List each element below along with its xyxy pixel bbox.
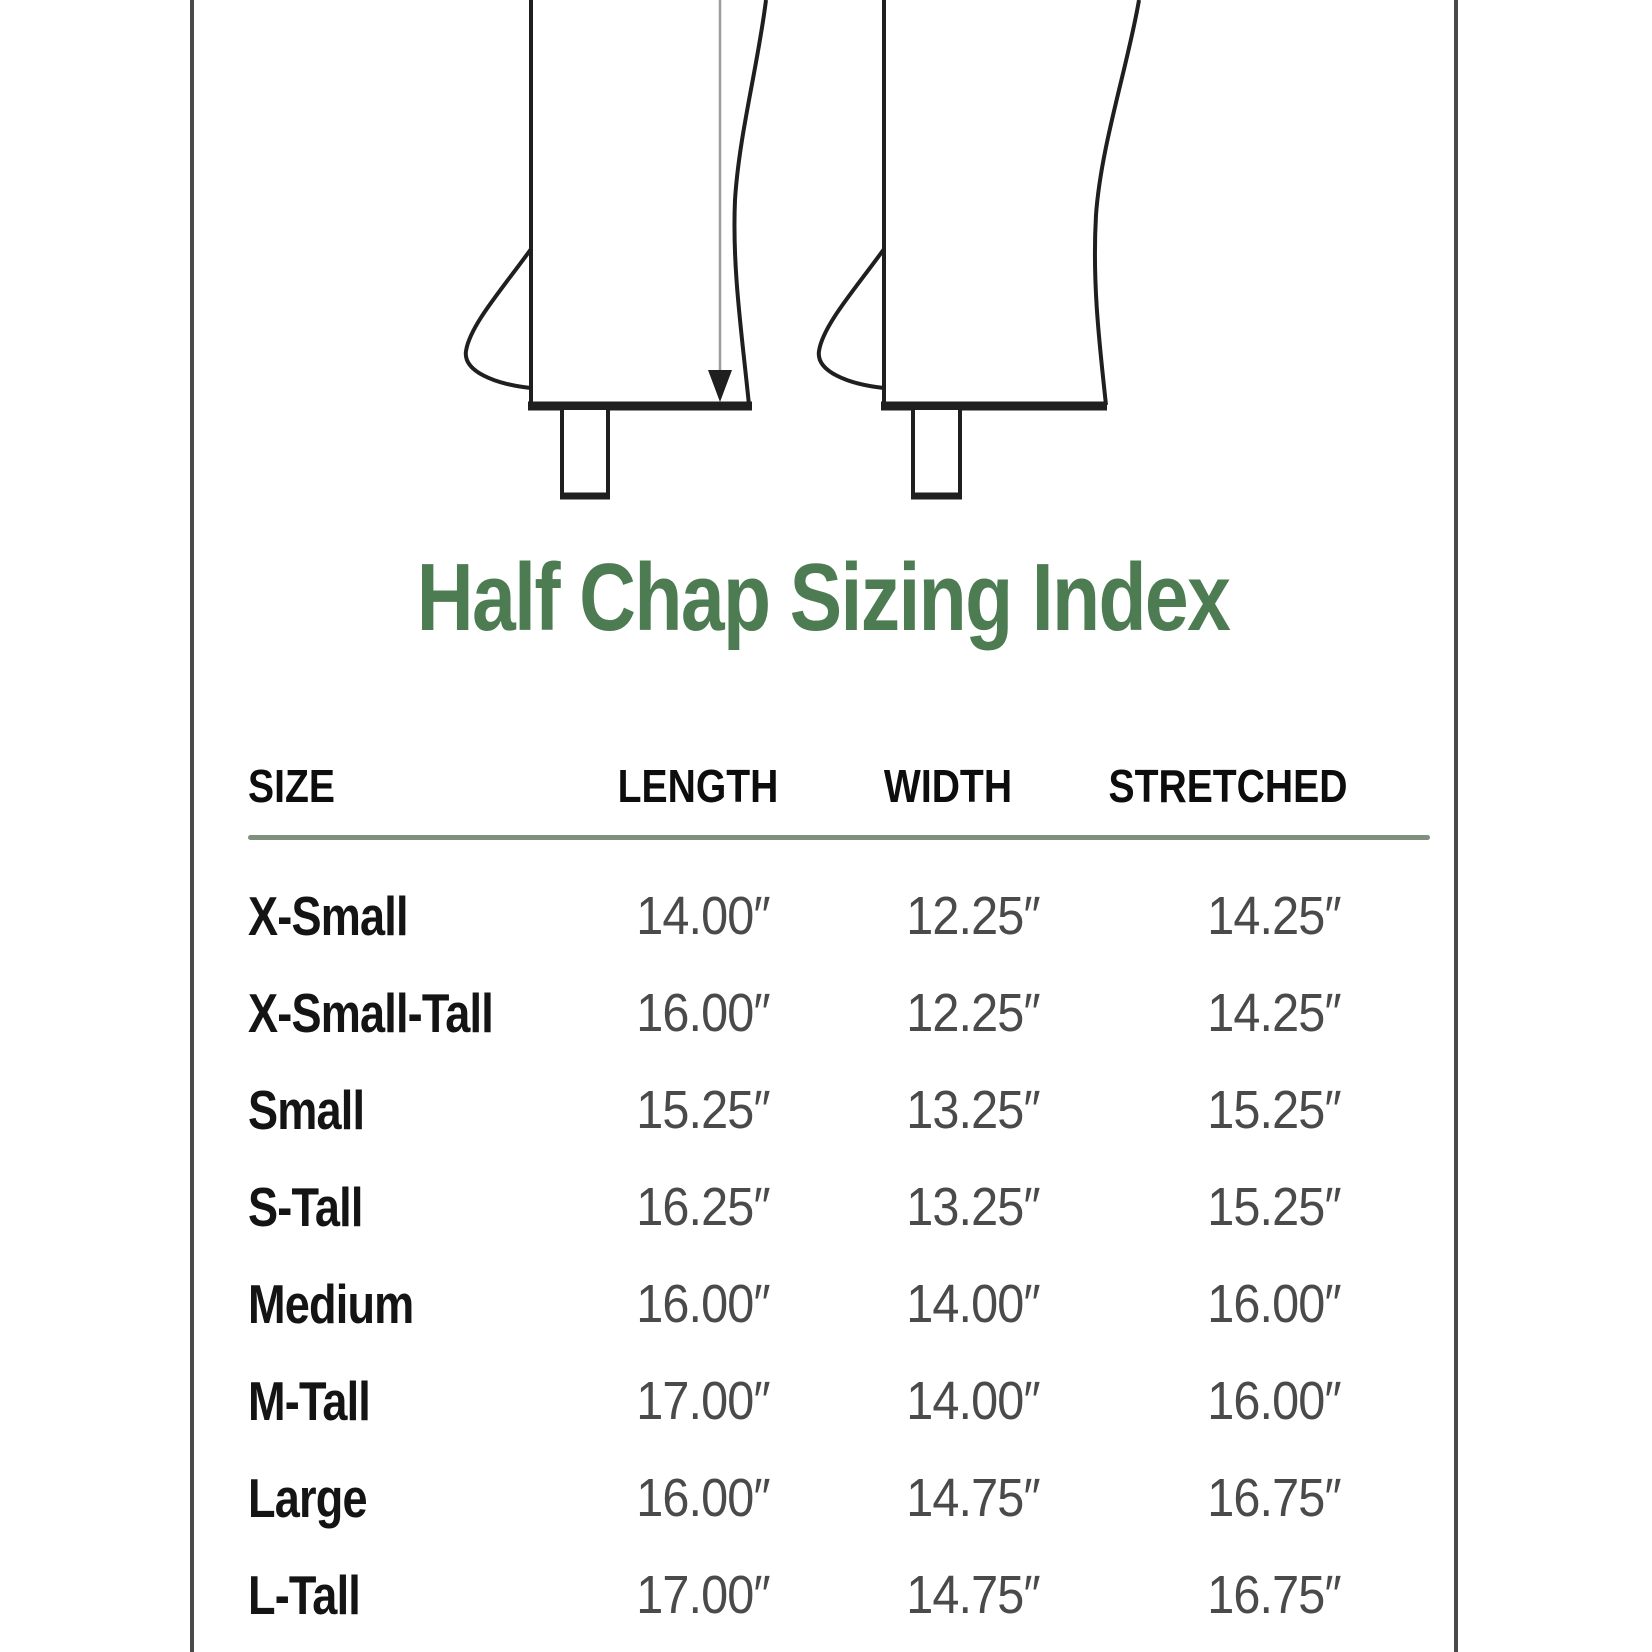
stretched-cell: 16.00″ <box>1207 1273 1341 1334</box>
width-cell: 13.25″ <box>906 1176 1040 1237</box>
length-cell: 16.00″ <box>636 1467 770 1528</box>
table-row <box>248 1061 1430 1158</box>
stretched-cell: 16.75″ <box>1207 1467 1341 1528</box>
length-cell: 16.00″ <box>636 982 770 1043</box>
right-chap-calf-flap <box>819 249 884 388</box>
stretched-cell: 15.25″ <box>1207 1079 1341 1140</box>
width-cell: 14.75″ <box>906 1564 1040 1625</box>
size-cell: Medium <box>248 1272 414 1335</box>
width-cell: 12.25″ <box>906 885 1040 946</box>
stretched-cell: 16.75″ <box>1207 1564 1341 1625</box>
left-chap-calf-flap <box>466 249 531 388</box>
half-chap-diagram <box>0 0 1652 520</box>
size-cell: M-Tall <box>248 1369 371 1432</box>
size-cell: X-Small <box>248 884 408 947</box>
stretched-cell: 14.25″ <box>1207 885 1341 946</box>
left-chap-foot-strap <box>562 408 608 496</box>
stretched-cell: 14.25″ <box>1207 982 1341 1043</box>
table-row <box>248 1352 1430 1449</box>
stretched-cell: 16.00″ <box>1207 1370 1341 1431</box>
right-chap-foot-strap <box>913 408 960 496</box>
column-header-width: WIDTH <box>883 760 1013 812</box>
length-cell: 14.00″ <box>636 885 770 946</box>
length-cell: 15.25″ <box>636 1079 770 1140</box>
width-cell: 12.25″ <box>906 982 1040 1043</box>
length-cell: 16.00″ <box>636 1273 770 1334</box>
width-cell: 14.75″ <box>906 1467 1040 1528</box>
size-cell: S-Tall <box>248 1175 363 1238</box>
column-header-stretched: STRETCHED <box>1108 760 1348 812</box>
column-header-size: SIZE <box>248 760 335 812</box>
length-cell: 16.25″ <box>636 1176 770 1237</box>
table-row <box>248 1449 1430 1546</box>
table-row <box>248 867 1430 964</box>
size-cell: Large <box>248 1466 367 1529</box>
table-row <box>248 964 1430 1061</box>
right-chap-drawing <box>819 0 1139 496</box>
arrowhead-icon <box>708 370 732 402</box>
length-cell: 17.00″ <box>636 1370 770 1431</box>
size-cell: L-Tall <box>248 1563 360 1626</box>
page-title: Half Chap Sizing Index <box>416 544 1230 651</box>
table-row <box>248 1158 1430 1255</box>
table-header-row <box>248 758 1430 814</box>
width-cell: 13.25″ <box>906 1079 1040 1140</box>
right-chap-outer-edge <box>1095 0 1139 405</box>
column-header-length: LENGTH <box>617 760 779 812</box>
table-row <box>248 1255 1430 1352</box>
size-cell: Small <box>248 1078 365 1141</box>
left-chap-outer-edge <box>734 0 766 405</box>
header-divider <box>248 835 1430 840</box>
width-cell: 14.00″ <box>906 1370 1040 1431</box>
size-cell: X-Small-Tall <box>248 981 493 1044</box>
table-row <box>248 1546 1430 1643</box>
length-cell: 17.00″ <box>636 1564 770 1625</box>
width-cell: 14.00″ <box>906 1273 1040 1334</box>
length-measure-arrow <box>708 0 732 402</box>
stretched-cell: 15.25″ <box>1207 1176 1341 1237</box>
